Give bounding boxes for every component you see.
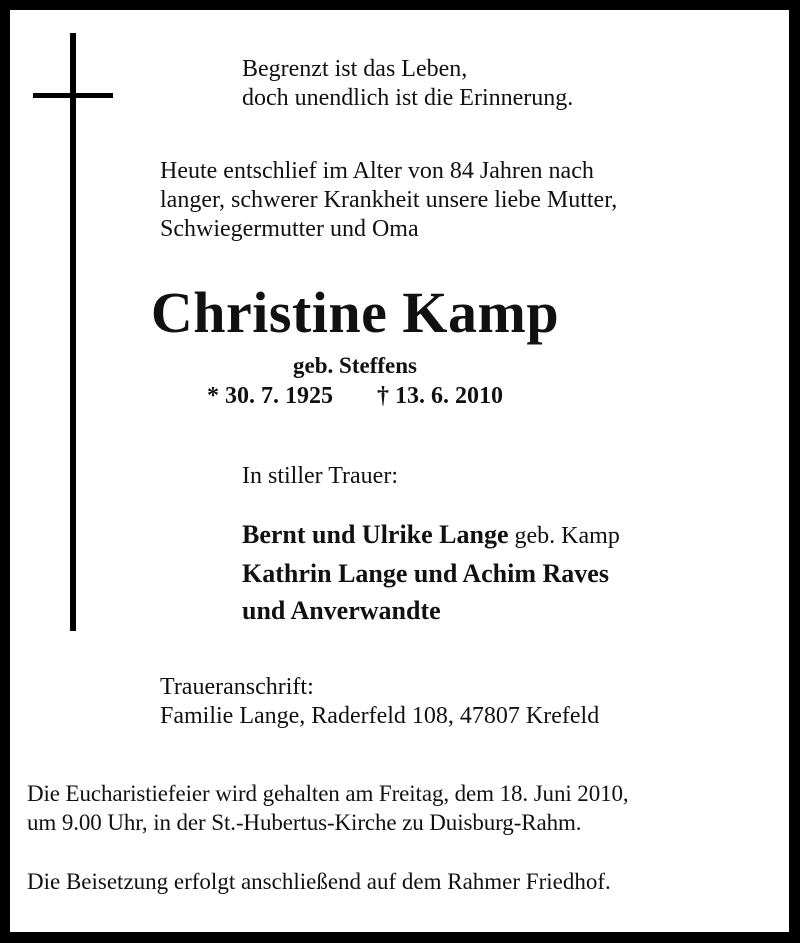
motto-line: Begrenzt ist das Leben, bbox=[242, 56, 468, 82]
mourning-address bbox=[160, 673, 599, 731]
deceased-name: Christine Kamp bbox=[150, 280, 560, 345]
birth-date: * 30. 7. 1925 bbox=[207, 383, 333, 409]
mourner-line: Bernt und Ulrike Lange geb. Kamp bbox=[242, 520, 620, 549]
mourner-line: und Anverwandte bbox=[242, 596, 441, 625]
motto-line: doch unendlich ist die Erinnerung. bbox=[242, 85, 574, 111]
birth-name: geb. Steffens bbox=[293, 353, 417, 378]
intro-line: langer, schwerer Krankheit unsere liebe Mutter, bbox=[160, 187, 618, 213]
death-date: † 13. 6. 2010 bbox=[377, 383, 503, 409]
service-line: Die Eucharistiefeier wird gehalten am Freitag, dem 18. Juni 2010, bbox=[27, 781, 629, 806]
burial-info: Die Beisetzung erfolgt anschließend auf dem Rahmer Friedhof. bbox=[27, 869, 611, 894]
mourners-list bbox=[242, 516, 620, 629]
address-label: Traueranschrift: bbox=[160, 674, 314, 700]
obituary-card bbox=[10, 10, 789, 932]
mourners-label: In stiller Trauer: bbox=[242, 463, 398, 489]
address-value: Familie Lange, Raderfeld 108, 47807 Krefeld bbox=[160, 703, 600, 729]
motto bbox=[242, 55, 573, 113]
service-line: um 9.00 Uhr, in der St.-Hubertus-Kirche zu Duisburg-Rahm. bbox=[27, 810, 582, 835]
life-dates bbox=[10, 381, 700, 411]
intro-text bbox=[160, 157, 617, 244]
intro-line: Schwiegermutter und Oma bbox=[160, 216, 419, 242]
mourner-line: Kathrin Lange und Achim Raves bbox=[242, 559, 609, 588]
intro-line: Heute entschlief im Alter von 84 Jahren nach bbox=[160, 158, 594, 184]
cross-horizontal-bar bbox=[33, 93, 113, 98]
service-info bbox=[27, 779, 629, 837]
